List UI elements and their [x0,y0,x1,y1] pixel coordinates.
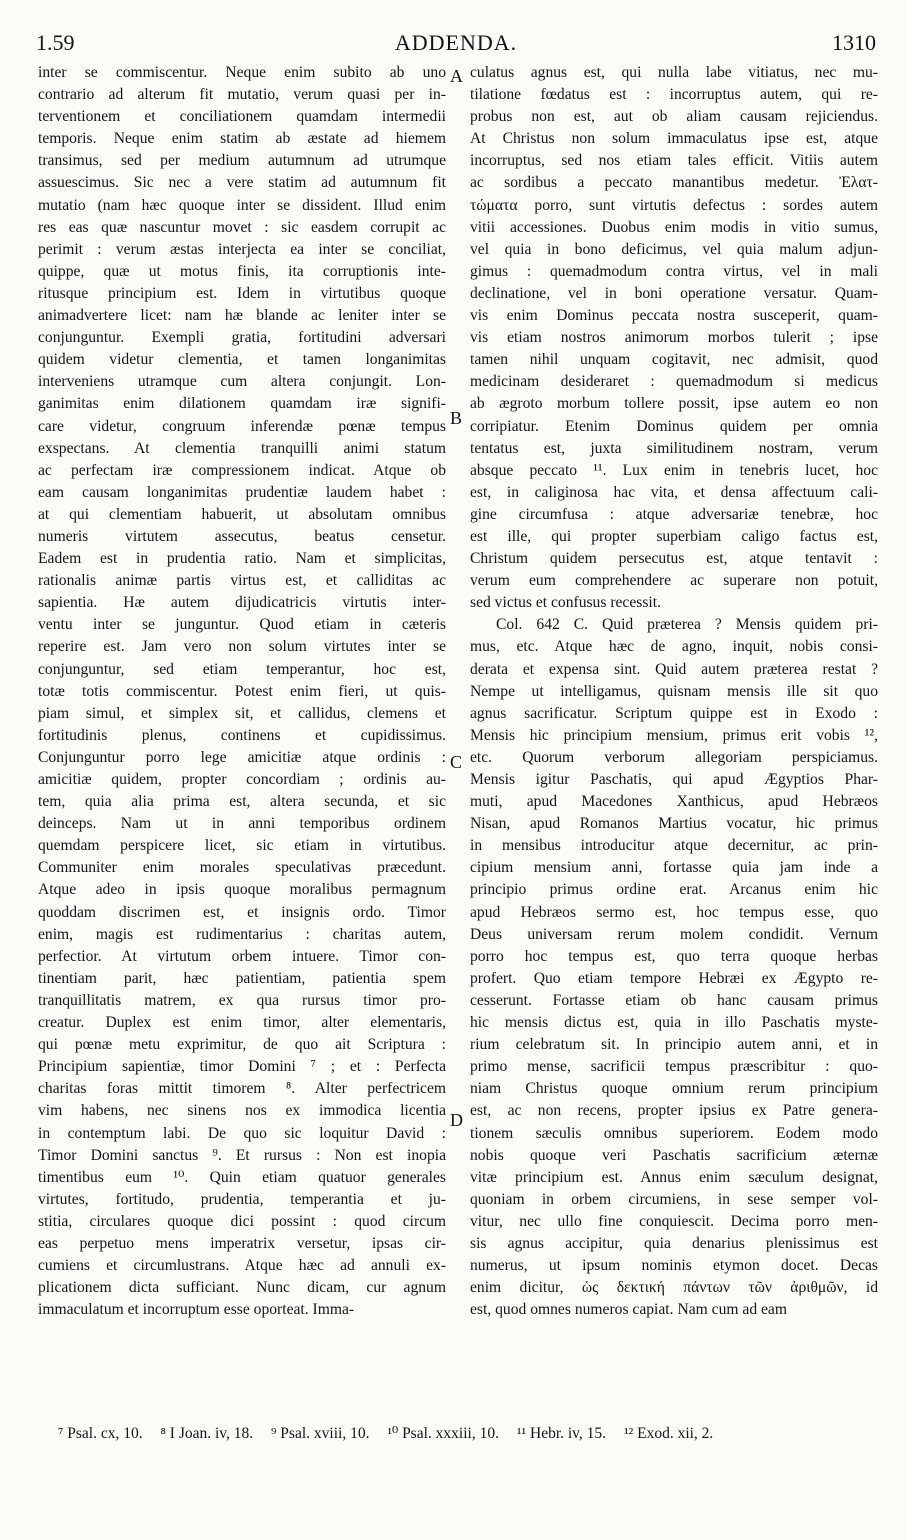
text-line: τώματα porro, sunt virtutis defectus : sordes autem [470,196,878,214]
text-line: medicinam desideraret : quemadmodum si medicus [470,373,878,391]
text-line: res eas quæ nascuntur movet : sic easdem corrupit ac [38,218,446,236]
text-line: creatur. Duplex est enim timor, alter elementaris, [38,1014,446,1032]
text-line: nobis quoque veri Paschatis sacrificium æternæ [470,1146,878,1164]
footnote: ⁸ I Joan. iv, 18. [160,1425,254,1442]
text-line: tem, quia alia prima est, altera secunda, et sic [38,793,446,811]
section-marker-a: A [450,66,463,86]
text-line: apud Hebræos sermo est, hoc tempus esse, quo [470,903,878,921]
text-line: vitur, nec ullo fine conquiescit. Decima porro men- [470,1212,878,1230]
text-line: enim, magis est rudimentarius : charitas autem, [38,925,446,943]
text-line: Nisan, apud Romanos Martius vocatur, hic primus [470,815,878,833]
text-line: eam causam longanimitas prudentiæ laudem habet : [38,483,446,501]
text-line: terventionem et conciliationem quamdam intermedii [38,108,446,126]
text-line: est, quod omnes numeros capiat. Nam cum ad eam [470,1301,787,1319]
left-column [38,62,446,1321]
text-line: Mensis igitur Paschatis, qui apud Ægyptios Phar- [470,771,878,788]
text-line: est, in caliginosa hac vita, et densa affectuum cali- [470,483,878,501]
running-title: ADDENDA. [394,30,518,55]
text-line: Deus universam rerum molem condidit. Vernum [470,925,878,943]
footnote: ⁹ Psal. xviii, 10. [271,1425,370,1442]
text-line: Conjunguntur porro lege amicitiæ atque ordinis : [38,748,446,766]
text-line: in contemptum labi. De quo sic loquitur David : [38,1124,446,1142]
text-line: derata et expensa sint. Quid autem præterea restat ? [470,660,878,678]
text-line: probus non est, aut ob aliam causam rejiciendus. [470,108,878,126]
text-line: Nempe ut intelligamus, quisnam mensis ille sit quo [470,682,878,700]
text-line: Christum quidem persecutus est, atque tentavit : [470,550,878,568]
text-line: ac sordibus a peccato manantibus medetur. Ἐλατ- [470,174,878,192]
text-line: perimit : verum æstas interjecta ea inter se conciliat, [38,240,446,258]
text-line: est, ac non recens, propter ipsius ex Patre genera- [470,1102,878,1120]
text-line: gimus : quemadmodum contra virtus, vel in mali [470,262,878,280]
text-line: mus, etc. Atque hæc de agno, inquit, nobis consi- [470,638,878,656]
text-line: ritusque principium est. Idem in virtutibus quoque [38,284,446,302]
text-line: ventu inter se junguntur. Quod etiam in cæteris [38,616,446,634]
text-line: eas perpetuo mens imperatrix versetur, ipsas cir- [38,1234,446,1252]
text-line: vel quia in bono deficimus, vel quia malum adjun- [470,240,878,258]
footnote: ¹⁰ Psal. xxxiii, 10. [387,1425,499,1442]
text-line: etc. Quorum verborum allegoriam perspiciamus. [470,748,878,766]
text-line: deinceps. Nam ut in anni temporibus ordinem [38,815,446,833]
text-line: vis etiam nostros animorum morbos tulerit ; ipse [470,329,878,347]
text-line: quidem videtur clementia, et tamen longanimitas [38,351,446,369]
text-line: vitii accessiones. Duobus enim modis in vitio sumus, [470,218,878,236]
text-line: agnus sacrificatur. Scriptum quippe est in Exodo : [470,704,878,722]
text-line: immaculatum et incorruptum esse oporteat. Imma- [38,1301,355,1319]
footnotes [58,1424,878,1443]
text-line: quemdam perspicere licet, sic etiam in virtutibus. [38,837,446,855]
section-marker-c: C [450,752,463,772]
text-line: tilatione fœdatus est : incorruptus autem, qui re- [470,86,878,104]
text-line: temporis. Neque enim statim ab æstate ad hiemem [38,130,446,148]
text-line: fortitudinis plenus, continens et cupidissimus. [38,726,446,744]
text-line: tranquillitatis matrem, ex qua rursus timor pro- [38,991,446,1009]
text-line: culatus agnus est, qui nulla labe vitiatus, nec mu- [470,64,878,81]
text-line: quoddam discrimen est, et insignis ordo. Timor [38,903,446,921]
text-line: tamen nihil unquam cogitavit, nec admisit, quod [470,351,878,369]
text-line: tentatus est, juxta similitudinem nostram, verum [470,439,878,457]
text-line: incorruptus, sed nos etiam tales efficit. Vitiis autem [470,152,878,170]
text-line: conjunguntur. Exempli gratia, fortitudini adversari [38,329,446,347]
text-line: mutatio (nam hæc quoque inter se dissident. Illud enim [38,196,446,214]
text-line: stitia, circulares quoque dici possint : quod circum [38,1212,446,1230]
text-line: timentibus eum ¹⁰. Quin etiam quatuor generales [38,1168,446,1186]
text-line: cipium mensium anni, fortasse quia jam inde a [470,859,878,877]
text-line: care videtur, congruum inferendæ pœnæ tempus [38,417,446,435]
text-line: conjunguntur, sed etiam temperantur, hoc est, [38,660,446,678]
text-line: vitæ principium est. Annus enim sæculum designat, [470,1168,878,1186]
text-line: qui pœnæ metu exprimitur, de quo ait Scriptura : [38,1036,446,1054]
text-line: rium celebratum sit. In principio autem anni, et in [470,1036,878,1054]
text-line: Timor Domini sanctus ⁹. Et rursus : Non est inopia [38,1146,446,1164]
text-line: charitas foras mittit timorem ⁸. Alter perfectricem [38,1080,446,1098]
section-marker-b: B [450,408,463,428]
text-line: cumiens et circumlustrans. Atque hæc ad annuli ex- [38,1257,446,1275]
text-line: interveniens utramque cum altera conjungit. Lon- [38,373,446,391]
text-line: perfectior. At virtutum orbem intuere. Timor con- [38,947,446,965]
text-line: corripiatur. Etenim Dominus quidem per omnia [470,417,878,435]
text-line: inter se commiscentur. Neque enim subito ab uno [38,64,446,81]
text-line: ac perfectam iræ compressionem indicat. Atque ob [38,461,446,479]
text-line: assuescimus. Sic nec a vere statim ad autumnum fit [38,174,446,192]
text-line: quoniam in orbem circumiens, in sese semper vol- [470,1190,878,1208]
text-line: muti, apud Macedones Xanthicus, apud Hebræos [470,793,878,811]
text-line: sapientia. Hæ autem dijudicatricis virtutis inter- [38,594,446,612]
text-line: niam Christus quoque omnium rerum principium [470,1080,878,1098]
text-line: Mensis hic principium mensium, primus erit vobis ¹², [470,726,878,744]
text-line: enim dicitur, ὡς δεκτική πάντων τῶν ἀριθμῶν, id [470,1279,878,1297]
text-line: transimus, sed per medium autumnum ad utrumque [38,152,446,170]
text-line: numeris virtutem assecutus, beatus censetur. [38,527,446,545]
text-line: hic mensis dictus est, quia in illo Paschatis myste- [470,1014,878,1032]
text-line: totæ totis commiscentur. Potest enim fieri, ut quis- [38,682,446,700]
text-line: declinatione, vel in boni operatione versatur. Quam- [470,284,878,302]
footnote: ¹² Exod. xii, 2. [623,1425,714,1442]
text-line: Col. 642 C. Quid præterea ? Mensis quidem pri- [496,616,878,634]
text-line: amicitiæ quidem, propter concordiam ; ordinis au- [38,771,446,788]
text-line: absque peccato ¹¹. Lux enim in tenebris lucet, hoc [470,461,878,479]
text-line: rationalis animæ partis virtus est, et calliditas ac [38,572,446,590]
text-line: quippe, quæ ut motus finis, ita corruptionis inte- [38,262,446,280]
text-line: est ille, qui propter superbiam caligo factus est, [470,527,878,545]
footnote: ¹¹ Hebr. iv, 15. [516,1425,607,1442]
text-line: ganimitas enim dilationem quamdam iræ signifi- [38,395,446,413]
text-line: tinentiam parit, hæc patientiam, patientia spem [38,969,446,987]
text-line: sed victus et confusus recessit. [470,594,661,612]
page-number-right: 1310 [832,30,876,55]
text-line: numerus, ut ipsum nominis etymon docet. Decas [470,1257,878,1275]
text-line: Communiter enim morales speculativas præcedunt. [38,859,446,877]
text-line: sis agnus accipitur, quia denarius plenissimus est [470,1234,878,1252]
text-line: Principium sapientiæ, timor Domini ⁷ ; et : Perfecta [38,1058,446,1076]
text-line: cesserunt. Fortasse etiam ob hanc causam primus [470,991,878,1009]
text-line: virtutes, fortitudo, prudentia, temperantia et ju- [38,1190,446,1208]
text-line: tionem sæculis omnibus superiorem. Eodem modo [470,1124,878,1142]
text-line: verum eum comprehendere ac superare non potuit, [470,572,878,590]
page-number-left: 1.59 [36,30,75,55]
text-line: primo mense, sacrificii tempus præscribitur : quo- [470,1058,878,1076]
text-line: profert. Quo etiam tempore Hebræi ex Ægypto re- [470,969,878,987]
text-line: animadvertere licet: nam hæ blande ac leniter inter se [38,307,446,325]
text-line: gine circumfusa : atque adversariæ tenebræ, hoc [470,505,878,523]
text-line: Eadem est in prudentia ratio. Nam et simplicitas, [38,550,446,568]
text-line: Atque adeo in ipsis quoque moralibus permagnum [38,881,446,899]
text-line: ab ægroto morbum tollere possit, ipse autem eo non [470,395,878,413]
running-header [36,30,876,60]
text-line: exspectans. At clementia tranquilli animi statum [38,439,446,457]
section-marker-d: D [450,1110,463,1130]
text-line: contrario ad alterum fit mutatio, verum quasi per in- [38,86,446,104]
text-line: plicationem dicta sufficiant. Nunc dicam, cur agnum [38,1279,446,1297]
text-line: principio primus ordine erat. Arcanus enim hic [470,881,878,899]
text-line: at qui clementiam habuerit, ut absolutam omnibus [38,505,446,523]
text-line: piam simul, et simplex sit, et callidus, clemens et [38,704,446,722]
text-line: vim habens, nec sinens nos ex immodica licentia [38,1102,446,1120]
text-line: porro hoc tempus est, quo terra quoque herbas [470,947,878,965]
text-line: in mensibus introducitur atque decernitur, ac prin- [470,837,878,855]
footnote: ⁷ Psal. cx, 10. [58,1425,143,1442]
text-line: reperire est. Jam vero non solum virtutes inter se [38,638,446,656]
text-line: At Christus non solum immaculatus ipse est, atque [470,130,878,148]
right-column [470,62,878,1321]
text-line: vis enim Dominus peccata nostra susceperit, quam- [470,307,878,325]
